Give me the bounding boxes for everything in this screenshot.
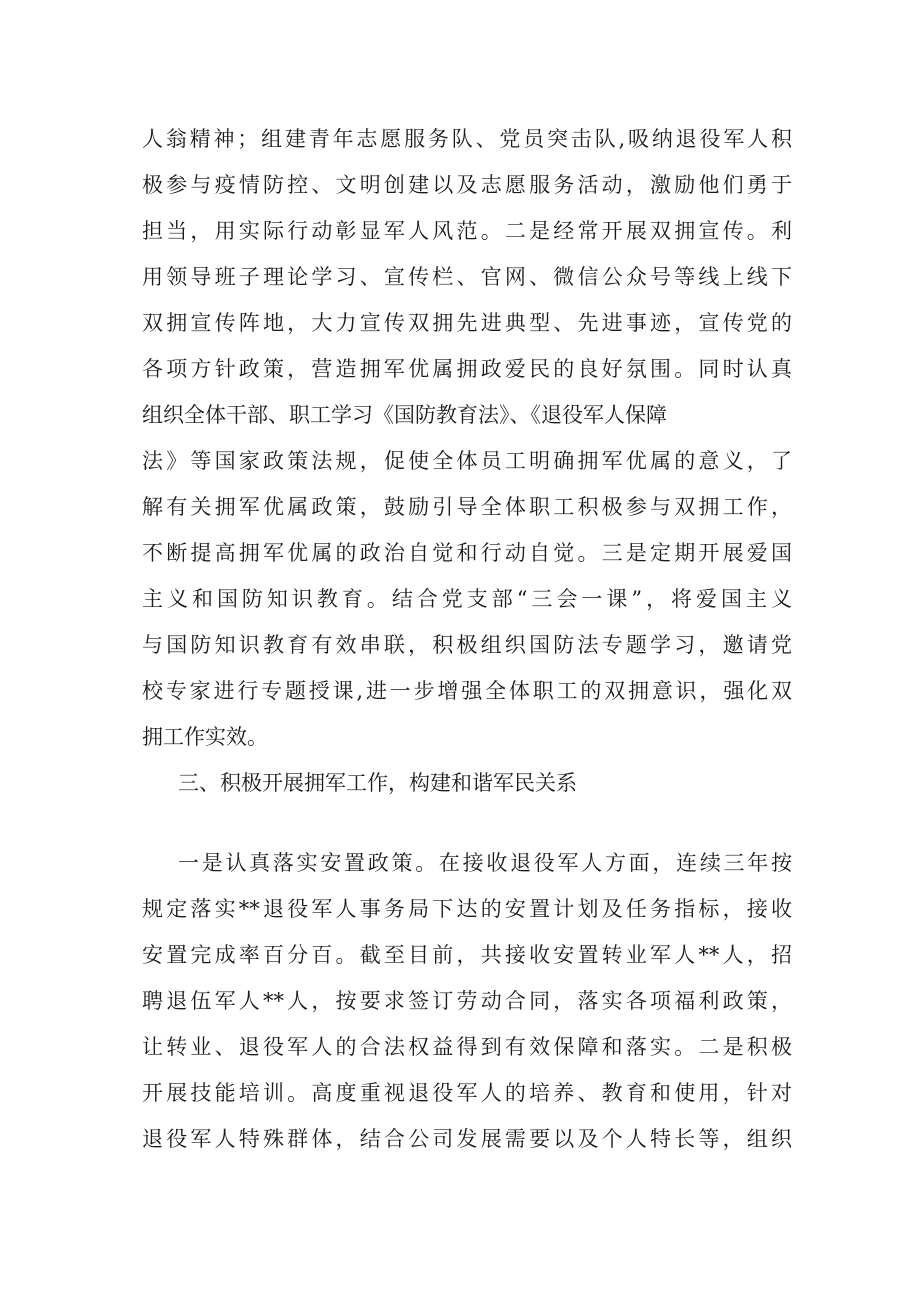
body-text-line: 法》等国家政策法规，促使全体员工明确拥军优属的意义，了 xyxy=(142,449,792,473)
body-text-line: 不断提高拥军优属的政治自觉和行动自觉。三是定期开展爱国 xyxy=(142,541,792,565)
body-text-line: 用领导班子理论学习、宣传栏、官网、微信公众号等线上线下 xyxy=(142,265,792,289)
body-text-line: 主义和国防知识教育。结合党支部“三会一课”，将爱国主义 xyxy=(142,587,792,611)
body-text-line: 各项方针政策，营造拥军优属拥政爱民的良好氛围。同时认真 xyxy=(142,357,792,381)
body-text-line: 开展技能培训。高度重视退役军人的培养、教育和使用，针对 xyxy=(142,1081,792,1105)
body-text-line: 解有关拥军优属政策，鼓励引导全体职工积极参与双拥工作， xyxy=(142,495,792,519)
body-text-line: 与国防知识教育有效串联，积极组织国防法专题学习，邀请党 xyxy=(142,633,792,657)
body-text-line: 退役军人特殊群体，结合公司发展需要以及个人特长等，组织 xyxy=(142,1127,792,1151)
body-text-line: 极参与疫情防控、文明创建以及志愿服务活动，激励他们勇于 xyxy=(142,173,792,197)
body-text-line: 人翁精神；组建青年志愿服务队、党员突击队,吸纳退役军人积 xyxy=(142,127,792,151)
body-text-line: 安置完成率百分百。截至目前，共接收安置转业军人**人，招 xyxy=(142,943,792,967)
body-text-line: 让转业、退役军人的合法权益得到有效保障和落实。二是积极 xyxy=(142,1035,792,1059)
body-text-line: 双拥宣传阵地，大力宣传双拥先进典型、先进事迹，宣传党的 xyxy=(142,311,792,335)
body-text-line: 规定落实**退役军人事务局下达的安置计划及任务指标，接收 xyxy=(142,897,792,921)
body-text-line: 一是认真落实安置政策。在接收退役军人方面，连续三年按 xyxy=(178,851,792,875)
body-text-line: 担当，用实际行动彰显军人风范。二是经常开展双拥宣传。利 xyxy=(142,219,792,243)
body-text-line: 聘退伍军人**人，按要求签订劳动合同，落实各项福利政策， xyxy=(142,989,792,1013)
body-text-line: 组织全体干部、职工学习《国防教育法》、《退役军人保障 xyxy=(142,403,667,427)
body-text-line: 校专家进行专题授课,进一步增强全体职工的双拥意识，强化双 xyxy=(142,679,792,703)
body-text-line: 拥工作实效。 xyxy=(142,725,268,749)
section-heading: 三、积极开展拥军工作，构建和谐军民关系 xyxy=(178,771,577,795)
